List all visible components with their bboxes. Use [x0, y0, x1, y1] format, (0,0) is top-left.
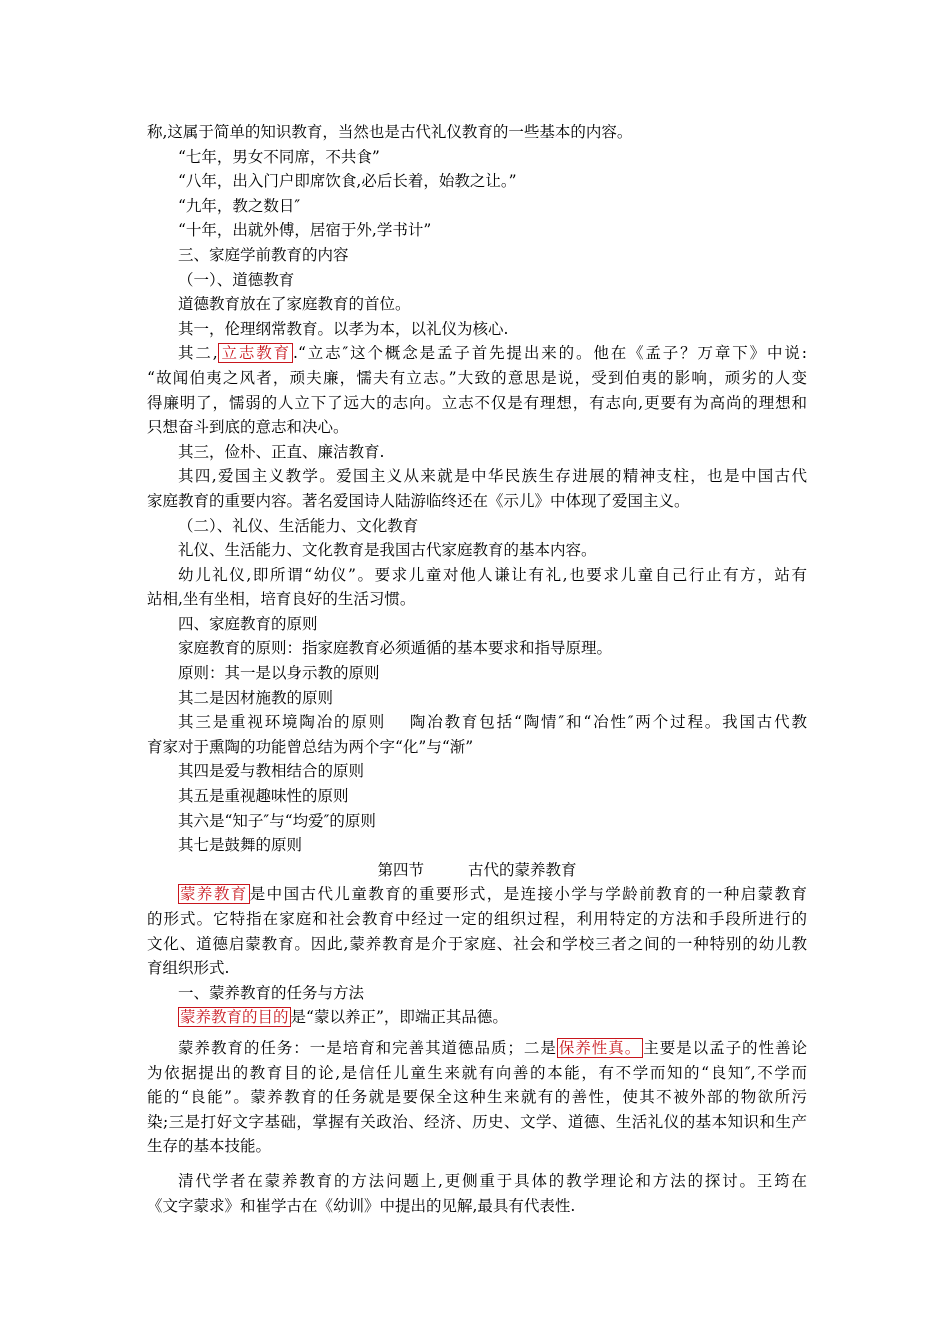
line-text: 其二是因材施教的原则	[178, 688, 334, 707]
line-text: 育组织形式.	[147, 959, 230, 978]
text-line	[147, 1005, 807, 1030]
text-line	[147, 317, 807, 342]
section-title: 古代的蒙养教育	[468, 860, 577, 879]
text-line	[147, 120, 807, 145]
text-line	[147, 1110, 807, 1135]
text-line	[147, 366, 807, 391]
text-line	[147, 243, 807, 268]
line-text-after: 主要是以孟子的性善论	[643, 1038, 807, 1057]
line-text: （二）、礼仪、生活能力、文化教育	[178, 516, 419, 535]
line-text: 称,这属于简单的知识教育，当然也是古代礼仪教育的一些基本的内容。	[147, 123, 633, 141]
line-text: 清代学者在蒙养教育的方法问题上,更侧重于具体的教学理论和方法的探讨。王筠在	[178, 1171, 807, 1190]
text-line	[147, 1036, 807, 1061]
text-line	[147, 1085, 807, 1110]
line-text: 其三，俭朴、正直、廉洁教育.	[178, 442, 385, 461]
highlighted-term: 蒙养教育的目的	[180, 1008, 289, 1027]
text-line	[147, 292, 807, 317]
line-text: 其五是重视趣味性的原则	[178, 787, 349, 806]
line-text: 得廉明了，懦弱的人立下了远大的志向。立志不仅是有理想，有志向,更要有为高尚的理想和	[147, 393, 807, 412]
line-text: “九年，教之数日″	[178, 196, 301, 215]
text-line	[147, 169, 807, 194]
line-text: 站相,坐有坐相，培育良好的生活习惯。	[147, 590, 416, 609]
text-line	[147, 612, 807, 637]
line-text: 道德教育放在了家庭教育的首位。	[178, 295, 411, 314]
line-text: “八年，出入门户即席饮食,必后长着，始教之让。”	[178, 172, 517, 191]
line-text: 一、蒙养教育的任务与方法	[178, 983, 365, 1002]
text-line	[147, 686, 807, 711]
line-text: 四、家庭教育的原则	[178, 614, 318, 633]
text-line	[147, 636, 807, 661]
text-line	[147, 981, 807, 1006]
line-text-after: 是“蒙以养正”，即端正其品德。	[290, 1008, 508, 1027]
text-line	[147, 587, 807, 612]
text-line	[147, 391, 807, 416]
text-line	[147, 882, 807, 907]
line-text: 其四是爱与教相结合的原则	[178, 762, 365, 781]
line-text: 为依据提出的教育目的论,是信任儿童生来就有向善的本能，有不学而知的“良知″,不学而	[147, 1063, 807, 1082]
line-text-after: 陶冶教育包括“陶情″和“冶性″两个过程。我国古代教	[408, 713, 807, 732]
section-heading	[147, 858, 807, 883]
line-text: 生存的基本技能。	[147, 1137, 272, 1156]
text-line	[147, 1134, 807, 1159]
text-line	[147, 956, 807, 981]
text-line	[147, 710, 807, 735]
line-text: 其一，伦理纲常教育。以孝为本，以礼仪为核心.	[178, 319, 509, 338]
line-text: 文化、道德启蒙教育。因此,蒙养教育是介于家庭、社会和学校三者之间的一种特别的幼儿教	[147, 934, 807, 953]
text-line	[147, 1169, 807, 1194]
text-line	[147, 538, 807, 563]
text-line	[147, 932, 807, 957]
text-line	[147, 514, 807, 539]
line-text: 礼仪、生活能力、文化教育是我国古代家庭教育的基本内容。	[178, 541, 597, 560]
line-text: “十年，出就外傅，居宿于外,学书计”	[178, 221, 432, 240]
text-line	[147, 735, 807, 760]
line-text: 三、家庭学前教育的内容	[178, 245, 349, 264]
line-text-before: 蒙养教育的任务：一是培育和完善其道德品质；二是	[178, 1038, 557, 1057]
text-line	[147, 563, 807, 588]
highlighted-term: 蒙养教育	[180, 885, 248, 904]
text-line	[147, 833, 807, 858]
text-line	[147, 759, 807, 784]
text-line	[147, 464, 807, 489]
text-line	[147, 1061, 807, 1086]
line-text: 育家对于熏陶的功能曾总结为两个字“化”与“渐”	[147, 737, 474, 756]
line-text: 其六是“知子″与“均爱″的原则	[178, 811, 376, 830]
section-number: 第四节	[377, 860, 424, 879]
line-text: 幼儿礼仪,即所谓“幼仪”。要求儿童对他人谦让有礼,也要求儿童自己行止有方，站有	[178, 565, 807, 584]
document-page	[147, 120, 807, 1218]
line-text: 原则：其一是以身示教的原则	[178, 664, 380, 683]
line-text-before: 其三是重视环境陶冶的原则	[178, 713, 387, 732]
line-text: 《文字蒙求》和崔学古在《幼训》中提出的见解,最具有代表性.	[147, 1196, 576, 1215]
text-line	[147, 218, 807, 243]
line-text: 只想奋斗到底的意志和决心。	[147, 418, 349, 437]
line-text-after: 是中国古代儿童教育的重要形式，是连接小学与学龄前教育的一种启蒙教育	[249, 885, 807, 904]
text-line	[147, 194, 807, 219]
line-text: （一）、道德教育	[178, 270, 295, 289]
line-text: 家庭教育的重要内容。著名爱国诗人陆游临终还在《示儿》中体现了爱国主义。	[147, 491, 690, 510]
highlighted-term: 保养性真。	[558, 1038, 642, 1057]
text-line	[147, 784, 807, 809]
text-line	[147, 145, 807, 170]
text-line	[147, 1194, 807, 1219]
line-text: “七年，男女不同席，不共食”	[178, 147, 380, 166]
line-text-after: .“立志″这个概念是孟子首先提出来的。他在《孟子？万章下》中说:	[293, 344, 807, 363]
line-text: 其七是鼓舞的原则	[178, 836, 303, 855]
text-line	[147, 809, 807, 834]
text-line	[147, 268, 807, 293]
line-text: 染;三是打好文字基础，掌握有关政治、经济、历史、文学、道德、生活礼仪的基本知识和生产	[147, 1112, 807, 1131]
text-line	[147, 415, 807, 440]
text-line	[147, 440, 807, 465]
line-text: 能的“良能”。蒙养教育的任务就是要保全这种生来就有的善性，使其不被外部的物欲所污	[147, 1088, 807, 1107]
line-text-before: 其二,	[178, 344, 218, 363]
text-line	[147, 661, 807, 686]
line-text: 家庭教育的原则：指家庭教育必须遁循的基本要求和指导原理。	[178, 639, 613, 658]
line-text: 其四,爱国主义教学。爱国主义从来就是中华民族生存进展的精神支柱，也是中国古代	[178, 467, 807, 486]
text-line	[147, 489, 807, 514]
highlighted-term: 立志教育	[219, 344, 292, 363]
text-line	[147, 907, 807, 932]
line-text: 的形式。它特指在家庭和社会教育中经过一定的组织过程，利用特定的方法和手段所进行的	[147, 910, 807, 928]
text-line	[147, 341, 807, 366]
line-text: “故闻伯夷之风者，顽夫廉，懦夫有立志。”大致的意思是说，受到伯夷的影响，顽劣的人变	[147, 368, 807, 387]
